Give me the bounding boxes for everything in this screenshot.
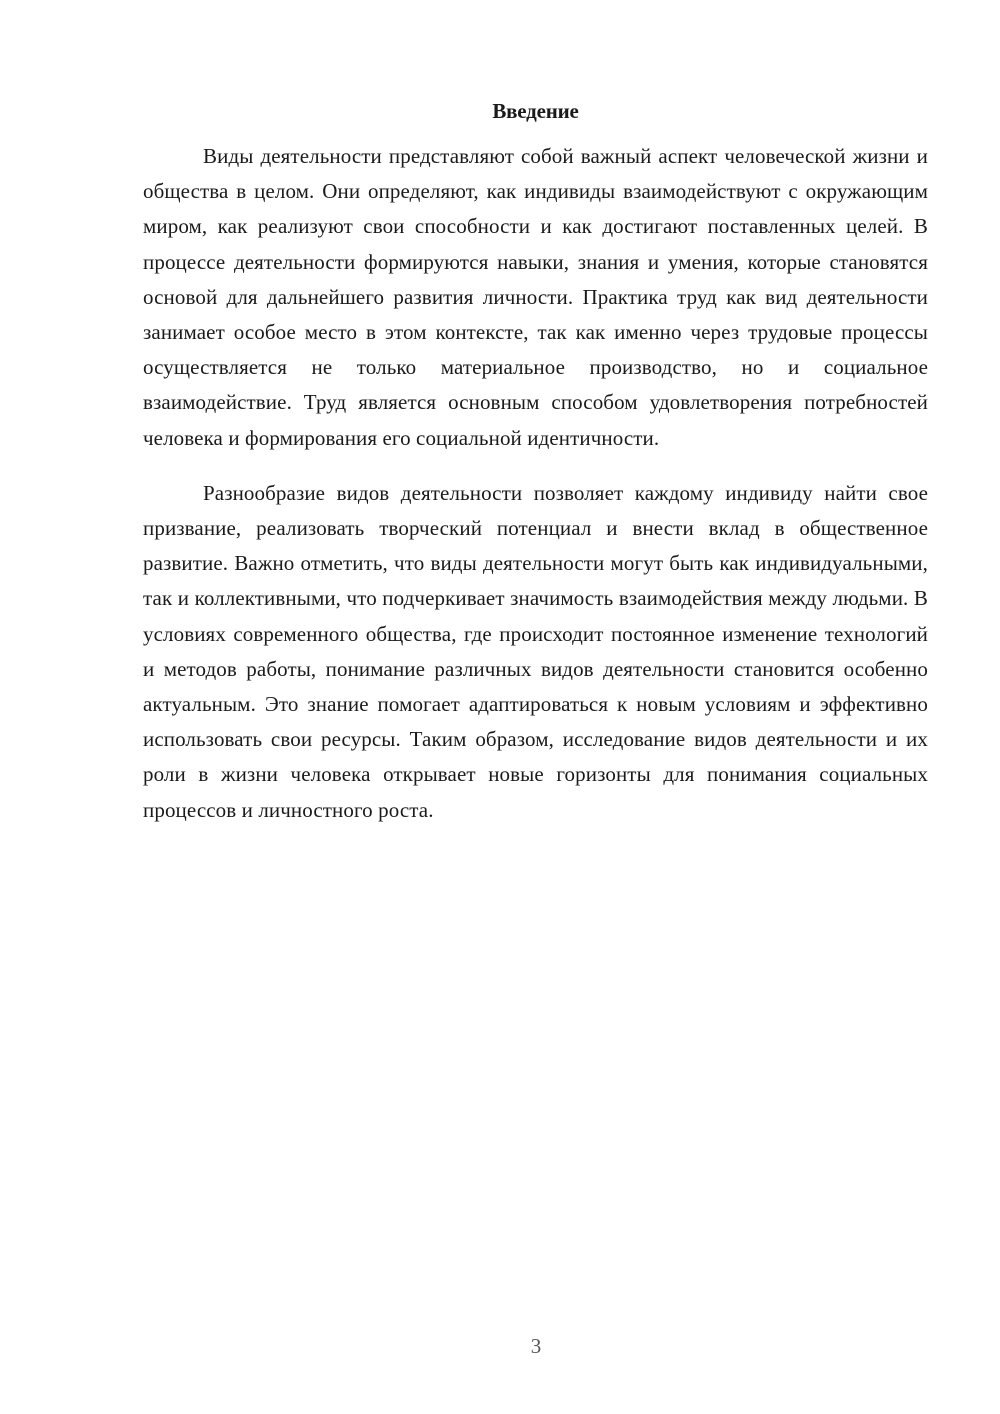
page-content bbox=[143, 96, 928, 828]
paragraph-1: Виды деятельности представляют собой важный аспект человеческой жизни и общества в целом. Они определяют, как индивиды взаимодействуют с окружающим миром, как реализуют свои способности и как достигают поставленных целей. В процессе деятельности формируются навыки, знания и умения, которые становятся основой для дальнейшего развития личности. Практика труд как вид деятельности занимает особое место в этом контексте, так как именно через трудовые процессы осуществляется не только материальное производство, но и социальное взаимодействие. Труд является основным способом удовлетворения потребностей человека и формирования его социальной идентичности. bbox=[143, 144, 928, 450]
section-heading: Введение bbox=[492, 99, 579, 123]
page-number: 3 bbox=[530, 1334, 542, 1358]
paragraph-2: Разнообразие видов деятельности позволяет каждому индивиду найти свое призвание, реализовать творческий потенциал и внести вклад в общественное развитие. Важно отметить, что виды деятельности могут быть как индивидуальными, так и коллективными, что подчеркивает значимость взаимодействия между людьми. В условиях современного общества, где происходит постоянное изменение технологий и методов работы, понимание различных видов деятельности становится особенно актуальным. Это знание помогает адаптироваться к новым условиям и эффективно использовать свои ресурсы. Таким образом, исследование видов деятельности и их роли в жизни человека открывает новые горизонты для понимания социальных процессов и личностного роста. bbox=[143, 480, 928, 822]
